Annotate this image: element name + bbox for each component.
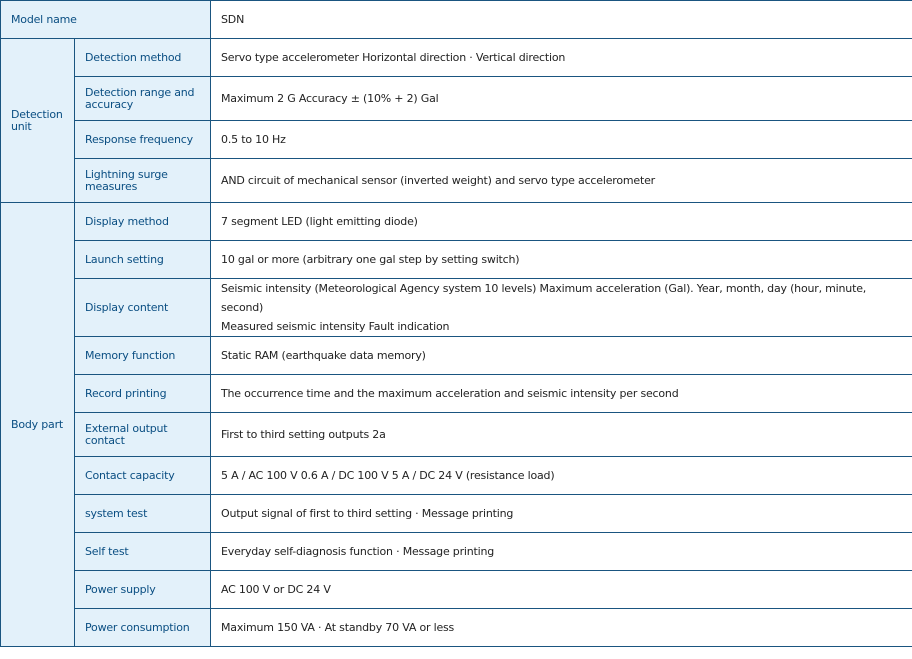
power-consumption-value: Maximum 150 VA · At standby 70 VA or less [211,609,912,647]
row-system-test [1,495,912,533]
detection-range-value: Maximum 2 G Accuracy ± (10% + 2) Gal [211,77,912,121]
row-contact-capacity [1,457,912,495]
launch-setting-label: Launch setting [75,241,211,279]
display-content-label: Display content [75,279,211,337]
system-test-label: system test [75,495,211,533]
power-consumption-label: Power consumption [75,609,211,647]
display-content-line-2: Measured seismic intensity Fault indication [221,320,450,333]
row-lightning-surge [1,159,912,203]
memory-function-label: Memory function [75,337,211,375]
system-test-value: Output signal of first to third setting · Message printing [211,495,912,533]
row-power-supply [1,571,912,609]
row-record-printing [1,375,912,413]
external-output-value: First to third setting outputs 2a [211,413,912,457]
display-method-value: 7 segment LED (light emitting diode) [211,203,912,241]
model-name-value: SDN [211,1,912,39]
row-model-name [1,1,912,39]
record-printing-value: The occurrence time and the maximum acceleration and seismic intensity per second [211,375,912,413]
self-test-label: Self test [75,533,211,571]
row-display-content [1,279,912,337]
memory-function-value: Static RAM (earthquake data memory) [211,337,912,375]
response-frequency-label: Response frequency [75,121,211,159]
display-method-label: Display method [75,203,211,241]
detection-unit-group-label: Detection unit [1,39,75,203]
power-supply-label: Power supply [75,571,211,609]
row-detection-method [1,39,912,77]
self-test-value: Everyday self-diagnosis function · Message printing [211,533,912,571]
detection-method-value: Servo type accelerometer Horizontal direction · Vertical direction [211,39,912,77]
detection-method-label: Detection method [75,39,211,77]
display-content-value [211,279,912,337]
record-printing-label: Record printing [75,375,211,413]
row-detection-range [1,77,912,121]
display-content-line-1: Seismic intensity (Meteorological Agency system 10 levels) Maximum acceleration (Gal). Year, month, day (hour, minute, second) [221,282,867,314]
detection-range-label: Detection range and accuracy [75,77,211,121]
row-power-consumption [1,609,912,647]
external-output-label: External output contact [75,413,211,457]
row-memory-function [1,337,912,375]
row-response-frequency [1,121,912,159]
contact-capacity-label: Contact capacity [75,457,211,495]
row-external-output [1,413,912,457]
response-frequency-value: 0.5 to 10 Hz [211,121,912,159]
row-display-method [1,203,912,241]
body-part-group-label: Body part [1,203,75,647]
contact-capacity-value: 5 A / AC 100 V 0.6 A / DC 100 V 5 A / DC 24 V (resistance load) [211,457,912,495]
row-launch-setting [1,241,912,279]
model-name-label: Model name [1,1,211,39]
lightning-surge-value: AND circuit of mechanical sensor (inverted weight) and servo type accelerometer [211,159,912,203]
power-supply-value: AC 100 V or DC 24 V [211,571,912,609]
row-self-test [1,533,912,571]
launch-setting-value: 10 gal or more (arbitrary one gal step by setting switch) [211,241,912,279]
lightning-surge-label: Lightning surge measures [75,159,211,203]
